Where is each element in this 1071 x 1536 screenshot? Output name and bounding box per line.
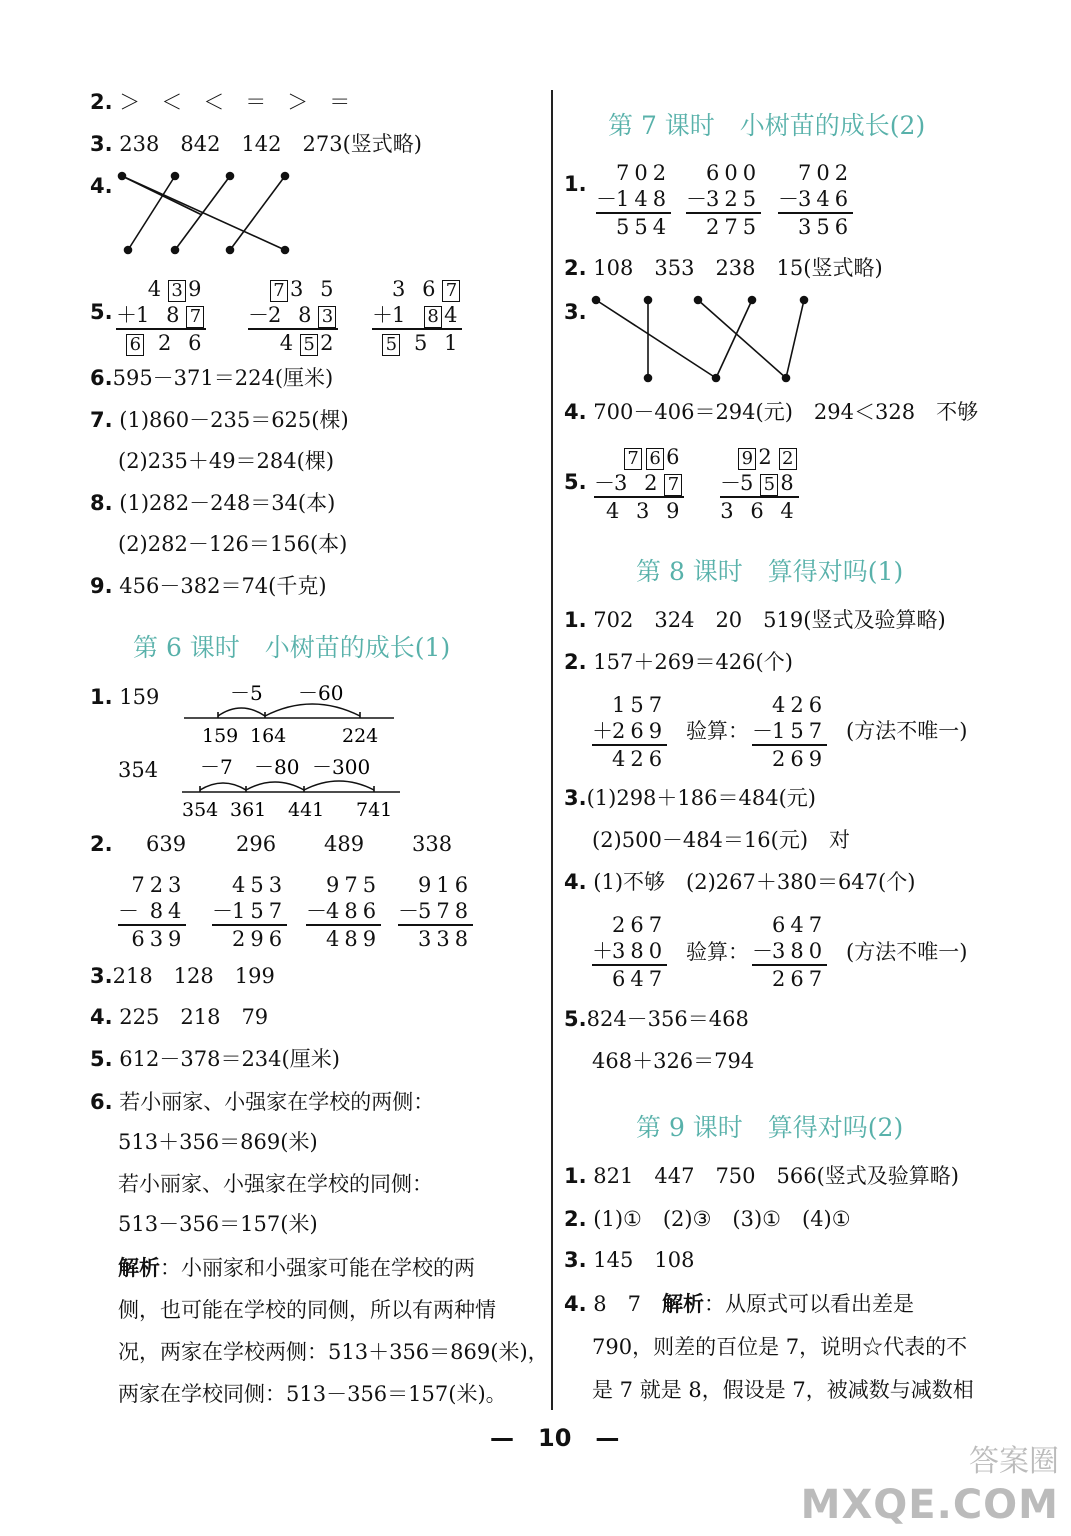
answer-text: (1)不够 (2)267＋380＝647(个) (593, 870, 916, 894)
answer-text: 824－356＝468 (586, 1007, 749, 1031)
digit: 4 (279, 331, 299, 355)
item-number: 1. (564, 172, 587, 196)
u3-line (564, 1246, 694, 1274)
vertical-calc-l2b (212, 872, 287, 952)
answer-text: 612－378＝234(厘米) (119, 1047, 340, 1071)
matching-diagram-r3 (586, 290, 816, 390)
minuend: 702 (798, 161, 854, 185)
column-divider (551, 90, 553, 1410)
tick-label: 164 (250, 725, 287, 747)
l1-line-b (118, 756, 158, 784)
l2-answer-1: 639 (146, 832, 187, 856)
note-text: (方法不唯一) (846, 940, 968, 964)
answer-text: 108 353 238 15(竖式略) (593, 256, 883, 280)
digit: 9 (188, 277, 207, 301)
vertical-calc-l2a (118, 872, 186, 952)
subtrahend: 157 (772, 719, 828, 743)
q7-line (90, 406, 349, 434)
digit: 6 (188, 331, 207, 355)
s3-line (564, 784, 816, 812)
vertical-calc-q5c (372, 276, 462, 356)
arc-label: －300 (312, 755, 371, 779)
answer-text: (1)① (2)③ (3)① (4)① (593, 1207, 851, 1231)
watermark-logo: 答案圈 (969, 1444, 1059, 1479)
item-number: 6. (90, 1090, 113, 1114)
item-number: 3. (90, 132, 113, 156)
plus-sign: ＋ (592, 939, 613, 963)
subtrahend: 380 (772, 939, 828, 963)
subtrahend: 578 (418, 899, 474, 923)
subtrahend: 486 (326, 899, 382, 923)
plus-sign: ＋ (116, 303, 137, 327)
vertical-calc-s4-check (752, 912, 827, 992)
item-number: 5. (90, 300, 113, 324)
tick-label: 224 (342, 725, 379, 747)
s5-line-2: 468＋326＝794 (592, 1049, 755, 1073)
difference: 639 (118, 924, 186, 952)
tick-label: 354 (182, 799, 219, 821)
boxed-digit: 6 (126, 334, 144, 356)
boxed-digit: 6 (646, 448, 664, 470)
analysis-line-3: 况，两家在学校两侧：513＋356＝869(米)， (118, 1340, 549, 1364)
number-line-a (180, 678, 400, 750)
r3-line (564, 298, 587, 326)
analysis-line-2: 侧，也可能在学校的同侧，所以有两种情 (118, 1298, 496, 1322)
addend: 157 (612, 693, 668, 717)
tick-label: 441 (288, 799, 325, 821)
answer-text: 700－406＝294(元) 294＜328 不够 (593, 400, 979, 424)
answer-text: (1)282－248＝34(本) (119, 491, 336, 515)
digit: 1 (392, 303, 411, 327)
digit: 3 (720, 499, 739, 523)
l6-line-2: 513＋356＝869(米) (118, 1130, 318, 1154)
item-number: 4. (564, 1292, 587, 1316)
minus-sign: － (118, 899, 139, 923)
l5-line (90, 1045, 340, 1073)
minus-sign: － (752, 719, 773, 743)
digit: 2 (758, 445, 777, 469)
vertical-calc-r1a (596, 160, 671, 240)
s5-line (564, 1005, 749, 1033)
s1-line (564, 606, 946, 634)
item-number: 2. (564, 256, 587, 280)
arc-label: －5 (230, 681, 263, 705)
boxed-digit: 7 (186, 306, 204, 328)
item-number: 3. (564, 300, 587, 324)
check-label: 验算： (686, 719, 749, 743)
r4-line (564, 398, 978, 426)
digit: 5 (320, 277, 339, 301)
tick-label: 159 (202, 725, 239, 747)
r5-line (564, 468, 587, 496)
l2-answer-3: 489 (324, 832, 365, 856)
boxed-digit: 7 (664, 474, 682, 496)
vertical-calc-l2d (398, 872, 473, 952)
item-number: 4. (90, 174, 113, 198)
sum: 426 (592, 744, 667, 772)
boxed-digit: 7 (624, 448, 642, 470)
subtrahend: 148 (616, 187, 672, 211)
l1-line (90, 683, 159, 711)
vertical-calc-q5b (248, 276, 338, 356)
boxed-digit: 7 (270, 280, 288, 302)
vertical-calc-s2-check (752, 692, 827, 772)
digit: 4 (780, 499, 799, 523)
s3-line-2: (2)500－484＝16(元) 对 (592, 828, 851, 852)
watermark-url: MXQE.COM (800, 1482, 1059, 1528)
boxed-digit: 5 (760, 474, 778, 496)
answer-text: ＞ ＜ ＜ ＝ ＞ ＝ (119, 90, 351, 114)
answer-text: 157＋269＝426(个) (593, 650, 793, 674)
page-number: — 10 — (490, 1424, 620, 1452)
digit: 2 (268, 303, 287, 327)
answer-text: (2)282－126＝156(本) (118, 532, 348, 556)
difference: 267 (752, 964, 827, 992)
analysis-text: ：从原式可以看出差是 (704, 1292, 915, 1316)
difference: 296 (212, 924, 287, 952)
difference: 356 (778, 212, 853, 240)
plus-sign: ＋ (592, 719, 613, 743)
digit: 4 (605, 499, 625, 523)
digit: 9 (666, 499, 685, 523)
item-number: 2. (564, 1207, 587, 1231)
vertical-calc-r1c (778, 160, 853, 240)
answer-text: (1)860－235＝625(棵) (119, 408, 349, 432)
tick-label: 361 (230, 799, 267, 821)
answer-text: 456－382＝74(千克) (119, 574, 327, 598)
vertical-calc-r5a (594, 444, 684, 524)
minus-sign: － (398, 899, 419, 923)
l3-line (90, 962, 275, 990)
vertical-calc-q5a (116, 276, 206, 356)
digit: 6 (750, 499, 769, 523)
q3-line (90, 130, 422, 158)
section-heading-lesson-7: 第 7 课时 小树苗的成长(2) (608, 111, 926, 140)
item-number: 1. (564, 608, 587, 632)
arc-label: －7 (200, 755, 233, 779)
analysis-line-4: 两家在学校同侧：513－356＝157(米)。 (118, 1382, 507, 1406)
answer-text: 238 842 142 273(竖式略) (119, 132, 422, 156)
item-number: 2. (90, 832, 113, 856)
u4-line-3: 是 7 就是 8，假设是 7，被减数与减数相 (592, 1378, 974, 1402)
digit: 3 (614, 471, 633, 495)
answer-text: 595－371＝224(厘米) (112, 366, 334, 390)
boxed-digit: 3 (318, 306, 336, 328)
minus-sign: － (594, 471, 615, 495)
addend: 269 (612, 719, 668, 743)
answer-text: 354 (118, 758, 159, 782)
digit: 2 (320, 331, 339, 355)
minuend: 647 (772, 913, 828, 937)
note-text: (方法不唯一) (846, 719, 968, 743)
item-number: 4. (564, 870, 587, 894)
digit: 1 (136, 303, 155, 327)
item-number: 1. (564, 1164, 587, 1188)
q9-line (90, 572, 327, 600)
plus-sign: ＋ (372, 303, 393, 327)
digit: 2 (158, 331, 177, 355)
boxed-digit: 5 (300, 334, 318, 356)
digit: 6 (666, 445, 685, 469)
digit: 3 (636, 499, 655, 523)
answer-text: 702 324 20 519(竖式及验算略) (593, 608, 946, 632)
l6-line-3: 若小丽家、小强家在学校的同侧： (118, 1172, 433, 1196)
l6-line (90, 1088, 434, 1116)
item-number: 5. (564, 470, 587, 494)
l2-answer-4: 338 (412, 832, 453, 856)
answer-text: 821 447 750 566(竖式及验算略) (593, 1164, 959, 1188)
difference: 489 (306, 924, 381, 952)
minus-sign: － (752, 939, 773, 963)
u1-line (564, 1162, 959, 1190)
item-number: 1. (90, 685, 113, 709)
answer-text: 若小丽家、小强家在学校的两侧： (119, 1090, 435, 1114)
minus-sign: － (596, 187, 617, 211)
addend: 267 (612, 913, 668, 937)
subtrahend: 84 (149, 899, 187, 923)
difference: 554 (596, 212, 671, 240)
difference: 269 (752, 744, 827, 772)
s4-line (564, 868, 915, 896)
item-number: 4. (90, 1005, 113, 1029)
boxed-digit: 3 (168, 280, 186, 302)
q8-line (90, 489, 335, 517)
minuend: 453 (232, 873, 288, 897)
minuend: 975 (326, 873, 382, 897)
digit: 8 (298, 303, 317, 327)
minus-sign: － (306, 899, 327, 923)
arc-label: －80 (254, 755, 300, 779)
item-number: 9. (90, 574, 113, 598)
analysis-label: 解析 (118, 1255, 160, 1280)
q2-line (90, 88, 350, 116)
minuend: 426 (772, 693, 828, 717)
l6-line-4: 513－356＝157(米) (118, 1212, 318, 1236)
item-number: 6. (90, 366, 113, 390)
analysis-text: ：小丽家和小强家可能在学校的两 (160, 1256, 475, 1280)
subtrahend: 157 (232, 899, 288, 923)
boxed-digit: 7 (442, 280, 460, 302)
boxed-digit: 2 (779, 448, 797, 470)
item-number: 2. (90, 90, 113, 114)
s2-line (564, 648, 793, 676)
item-number: 3. (564, 1248, 587, 1272)
item-number: 5. (564, 1007, 587, 1031)
answer-text: 225 218 79 (119, 1005, 269, 1029)
vertical-calc-r1b (686, 160, 761, 240)
vertical-calc-s4 (592, 912, 667, 992)
vertical-calc-r5b (720, 444, 799, 524)
vertical-calc-s2 (592, 692, 667, 772)
subtrahend: 325 (706, 187, 762, 211)
minuend: 600 (706, 161, 762, 185)
digit: 8 (166, 303, 185, 327)
analysis-label: 解析 (662, 1291, 705, 1316)
minus-sign: － (248, 303, 269, 327)
answer-text: 8 7 (593, 1292, 663, 1316)
digit: 5 (740, 471, 759, 495)
q6-line (90, 364, 333, 392)
item-number: 8. (90, 491, 113, 515)
item-number: 3. (564, 786, 587, 810)
digit: 4 (147, 277, 167, 301)
digit: 6 (422, 277, 441, 301)
boxed-digit: 5 (382, 334, 400, 356)
q8-line-2 (118, 530, 347, 558)
subtrahend: 346 (798, 187, 854, 211)
r1-line (564, 170, 587, 198)
u4-line (564, 1290, 914, 1318)
digit: 1 (444, 331, 463, 355)
digit: 5 (414, 331, 433, 355)
addend: 380 (612, 939, 668, 963)
analysis-line-1 (118, 1254, 475, 1282)
section-heading-lesson-9: 第 9 课时 算得对吗(2) (636, 1113, 904, 1142)
l2-answer-2: 296 (236, 832, 277, 856)
q7-line-2 (118, 447, 334, 475)
answer-text: 218 128 199 (112, 964, 275, 988)
l4-line (90, 1003, 268, 1031)
digit: 3 (290, 277, 309, 301)
r2-line (564, 254, 883, 282)
vertical-calc-l2c (306, 872, 381, 952)
digit: 8 (780, 471, 799, 495)
answer-text: 159 (119, 685, 160, 709)
minuend: 702 (616, 161, 672, 185)
item-number: 5. (90, 1047, 113, 1071)
minus-sign: － (686, 187, 707, 211)
minus-sign: － (212, 899, 233, 923)
matching-diagram-q4 (110, 170, 300, 260)
arc-label: －60 (298, 681, 344, 705)
digit: 3 (392, 277, 411, 301)
number-line-b (178, 752, 408, 824)
minus-sign: － (778, 187, 799, 211)
answer-text: (2)235＋49＝284(棵) (118, 449, 335, 473)
q5-line (90, 298, 113, 326)
answer-text: 145 108 (593, 1248, 695, 1272)
section-heading-lesson-8: 第 8 课时 算得对吗(1) (636, 557, 904, 586)
difference: 338 (398, 924, 473, 952)
minuend: 723 (131, 873, 187, 897)
minuend: 916 (418, 873, 474, 897)
digit: 4 (444, 303, 463, 327)
item-number: 7. (90, 408, 113, 432)
digit: 2 (644, 471, 663, 495)
l2-line (90, 830, 113, 858)
minus-sign: － (720, 471, 741, 495)
item-number: 4. (564, 400, 587, 424)
section-heading-lesson-6: 第 6 课时 小树苗的成长(1) (133, 633, 451, 662)
u2-line (564, 1205, 851, 1233)
difference: 275 (686, 212, 761, 240)
boxed-digit: 9 (738, 448, 756, 470)
boxed-digit: 8 (424, 306, 442, 328)
check-label: 验算： (686, 940, 749, 964)
u4-line-2: 790，则差的百位是 7，说明☆代表的不 (592, 1335, 968, 1359)
answer-text: (1)298＋186＝484(元) (586, 786, 816, 810)
item-number: 3. (90, 964, 113, 988)
sum: 647 (592, 964, 667, 992)
item-number: 2. (564, 650, 587, 674)
tick-label: 741 (356, 799, 393, 821)
